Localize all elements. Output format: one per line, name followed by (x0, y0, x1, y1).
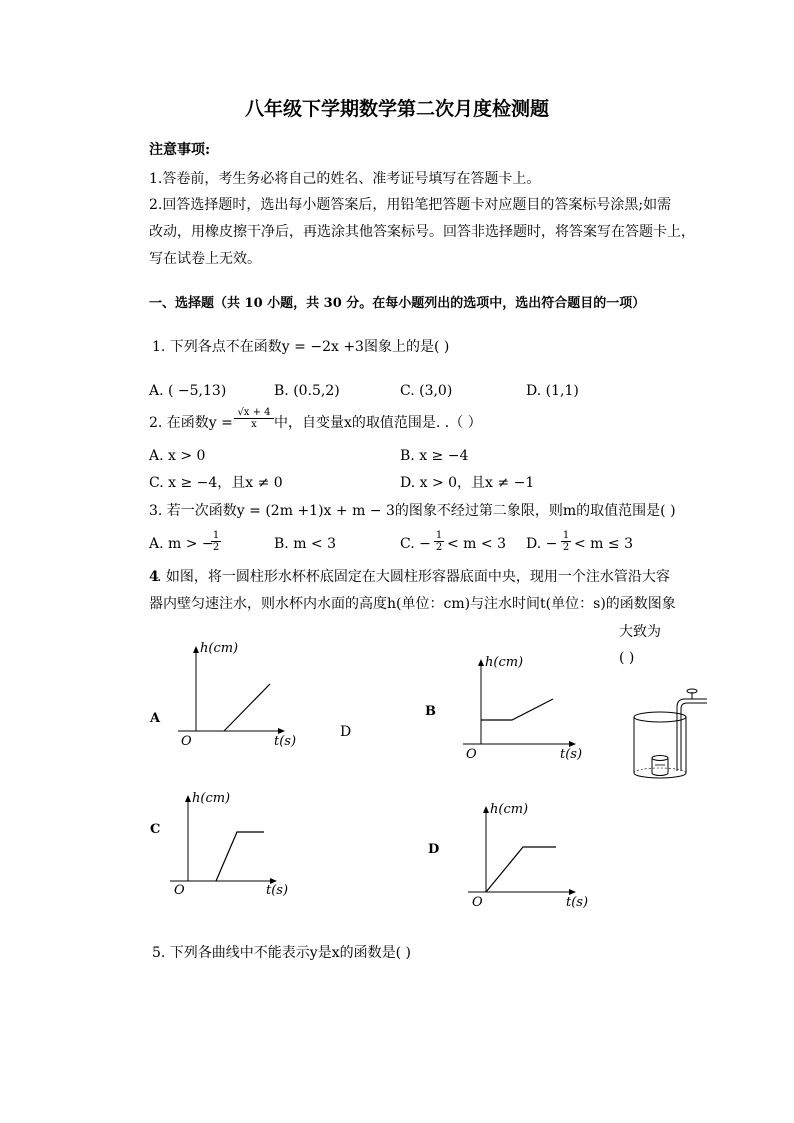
q2-option-d: D. x > 0，且x ≠ −1 (400, 475, 535, 491)
q3-option-b: B. m < 3 (274, 536, 337, 552)
q3-option-c-post: < m < 3 (447, 536, 506, 552)
graph-b-y-arrow (478, 659, 484, 666)
graph-d-y-arrow (483, 806, 489, 813)
graph-c-h-label: h(cm) (192, 791, 231, 806)
graph-b-label: B (425, 704, 436, 719)
graph-b-t-label: t(s) (560, 747, 583, 762)
q3-a-half-num: 1 (212, 530, 220, 541)
q3-option-c-pre: C. − (400, 536, 431, 552)
graph-d-t-label: t(s) (566, 895, 589, 910)
q4-number: 4 (149, 569, 159, 585)
notice-item-1: 1.答卷前，考生务必将自己的姓名、准考证号填写在答题卡上。 (149, 171, 541, 187)
notice-item-2-line-3: 写在试卷上无效。 (149, 251, 261, 267)
q2-option-b: B. x ≥ −4 (400, 448, 469, 464)
q3-option-a: A. m > − (149, 536, 214, 552)
q1-option-a: A. ( −5,13) (149, 383, 227, 399)
q4-graph-c (140, 780, 310, 900)
graph-c-origin: O (174, 883, 185, 898)
q3-d-half (561, 530, 571, 553)
graph-a-y-arrow (193, 646, 199, 653)
q1-option-d: D. (1,1) (526, 383, 579, 399)
notice-item-2-line-2: 改动，用橡皮擦干净后，再选涂其他答案标号。回答非选择题时，将答案写在答题卡上， (149, 224, 695, 240)
q3-c-half (434, 530, 444, 553)
graph-b-h-label: h(cm) (485, 655, 524, 670)
graph-d-curve (486, 847, 556, 892)
q2-fraction (234, 407, 274, 430)
q2-fraction-denominator: x (251, 419, 257, 430)
q3-option-d-post: < m ≤ 3 (574, 536, 633, 552)
q3-option-d-pre: D. − (526, 536, 558, 552)
container-top-rim (634, 712, 686, 722)
q3-c-half-den: 2 (435, 542, 443, 553)
q4-graph-b (420, 650, 595, 765)
graph-d-h-label: h(cm) (490, 802, 529, 817)
q2-option-c: C. x ≥ −4，且x ≠ 0 (149, 475, 283, 491)
graph-b-curve (481, 699, 553, 720)
q3-stem: 3. 若一次函数y = (2m +1)x + m − 3的图象不经过第二象限，则m的取值范围是( ) (149, 503, 676, 519)
q4-container-illustration (625, 685, 715, 785)
notice-heading: 注意事项: (149, 142, 211, 158)
graph-a-label: A (150, 711, 161, 726)
q3-c-half-num: 1 (435, 530, 443, 541)
notice-item-2-line-1: 2.回答选择题时，选出每小题答案后，用铅笔把答题卡对应题目的答案标号涂黑;如需 (149, 197, 672, 213)
q4-answer-paren: ( ) (619, 650, 635, 666)
graph-c-y-arrow (185, 795, 191, 802)
q1-option-b: B. (0.5,2) (274, 383, 340, 399)
q4-stray-d: D (340, 724, 352, 740)
q3-d-half-num: 1 (562, 530, 570, 541)
q2-fraction-numerator: √x + 4 (234, 407, 274, 419)
q4-line-3: 大致为 (619, 624, 661, 640)
graph-a-t-label: t(s) (274, 734, 297, 749)
graph-c-curve (216, 832, 264, 881)
q4-graph-d (420, 795, 595, 915)
q2-option-a: A. x > 0 (149, 448, 206, 464)
q4-line-1: . 如图，将一圆柱形水杯杯底固定在大圆柱形容器底面中央，现用一个注水管沿大容 (157, 569, 670, 585)
q4-line-2: 器内壁匀速注水，则水杯内水面的高度h(单位：cm)与注水时间t(单位：s)的函数图象 (149, 596, 676, 612)
graph-a-origin: O (181, 734, 192, 749)
graph-a-h-label: h(cm) (200, 641, 239, 656)
graph-a-curve (224, 684, 270, 731)
graph-d-origin: O (472, 895, 483, 910)
q2-stem-before: 2. 在函数y = (149, 415, 233, 431)
q1-option-c: C. (3,0) (400, 383, 453, 399)
q5-stem: 5. 下列各曲线中不能表示y是x的函数是( ) (152, 945, 411, 961)
graph-c-t-label: t(s) (266, 883, 289, 898)
cup-top (652, 756, 668, 761)
graph-b-origin: O (466, 747, 477, 762)
q3-a-half (211, 530, 221, 553)
q1-stem: 1. 下列各点不在函数y = −2x +3图象上的是( ) (152, 339, 450, 355)
inflow-pipe-inner (681, 703, 707, 771)
container-bottom-back (634, 768, 686, 773)
graph-d-label: D (428, 842, 440, 857)
q3-d-half-den: 2 (562, 542, 570, 553)
section-heading: 一、选择题（共 10 小题，共 30 分。在每小题列出的选项中，选出符合题目的一项） (149, 296, 646, 311)
q2-stem-after: 中，自变量x的取值范围是. .（ ） (274, 415, 482, 431)
graph-c-label: C (150, 822, 161, 837)
page-title: 八年级下学期数学第二次月度检测题 (244, 98, 549, 120)
q4-graph-a (140, 636, 310, 751)
cup-bottom (652, 773, 668, 776)
q3-a-half-den: 2 (212, 542, 220, 553)
